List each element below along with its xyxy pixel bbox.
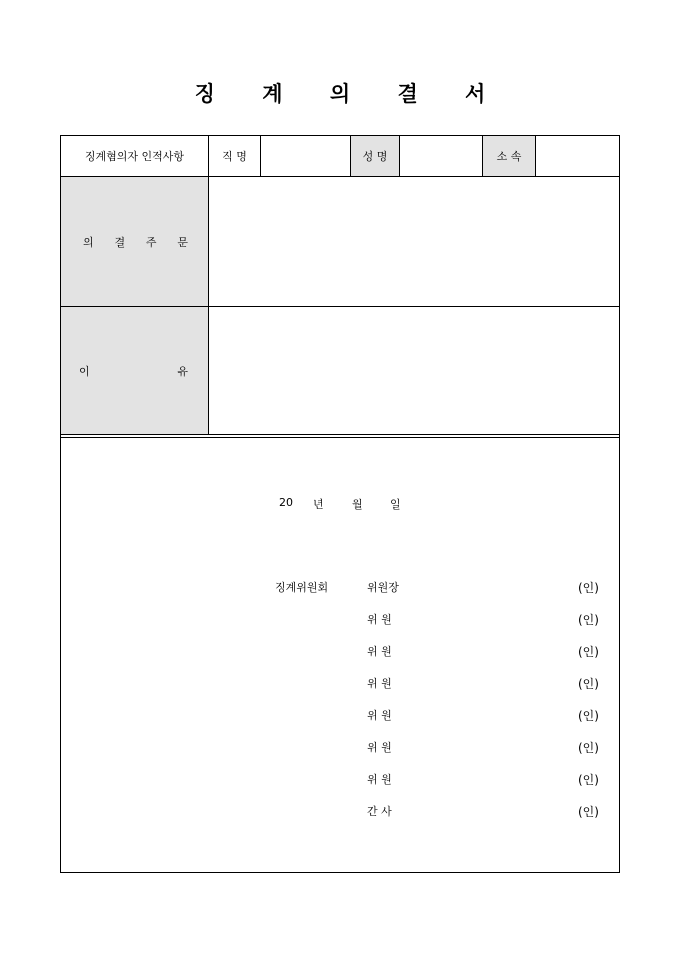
seal-mark: (인)	[578, 613, 599, 627]
reason-label-char: 이	[79, 364, 90, 378]
seal-mark: (인)	[578, 645, 599, 659]
seal-mark: (인)	[578, 581, 599, 595]
name-label-cell	[351, 136, 399, 176]
date-month-unit: 월	[352, 498, 363, 511]
decision-label-char: 문	[177, 235, 188, 249]
member-role: 위 원	[367, 613, 392, 626]
member-role: 위 원	[367, 645, 392, 658]
member-role: 위 원	[367, 677, 392, 690]
decision-label-char: 주	[145, 235, 157, 249]
position-field[interactable]	[261, 136, 350, 176]
signature-row	[61, 579, 619, 595]
date-year-unit: 년	[313, 498, 324, 511]
date-day-unit: 일	[390, 498, 401, 511]
seal-mark: (인)	[578, 805, 599, 819]
decision-label-cell	[61, 177, 208, 306]
seal-mark: (인)	[578, 709, 599, 723]
affiliation-label-cell	[483, 136, 535, 176]
member-role: 간 사	[367, 805, 392, 818]
decision-label-char: 결	[114, 235, 126, 249]
signature-row	[61, 739, 619, 755]
affiliation-field[interactable]	[536, 136, 619, 176]
seal-mark: (인)	[578, 677, 599, 691]
decision-content-field[interactable]	[209, 177, 619, 306]
reason-label-char: 유	[177, 364, 188, 378]
name-field[interactable]	[400, 136, 482, 176]
respondent-info-label-cell	[61, 136, 208, 176]
reason-label-cell	[61, 307, 208, 434]
position-label: 직 명	[222, 150, 247, 163]
signature-row	[61, 803, 619, 819]
member-role: 위원장	[367, 581, 399, 594]
signature-row	[61, 643, 619, 659]
committee-name: 징계위원회	[275, 581, 329, 594]
member-role: 위 원	[367, 709, 392, 722]
seal-mark: (인)	[578, 741, 599, 755]
decision-label-char: 의	[83, 235, 94, 249]
respondent-info-label: 징계혐의자 인적사항	[84, 150, 185, 163]
member-role: 위 원	[367, 741, 392, 754]
member-role: 위 원	[367, 773, 392, 786]
date-line	[61, 496, 619, 510]
date-year-prefix: 20	[279, 496, 293, 509]
signature-row	[61, 675, 619, 691]
position-label-cell	[209, 136, 260, 176]
signature-row	[61, 707, 619, 723]
signature-row	[61, 611, 619, 627]
affiliation-label: 소 속	[496, 150, 522, 163]
name-label: 성 명	[362, 150, 388, 163]
seal-mark: (인)	[578, 773, 599, 787]
document-title: 징 계 의 결 서	[194, 81, 506, 106]
signature-row	[61, 771, 619, 787]
disciplinary-resolution-form	[60, 135, 620, 873]
reason-content-field[interactable]	[209, 307, 619, 434]
section-divider	[61, 434, 619, 435]
